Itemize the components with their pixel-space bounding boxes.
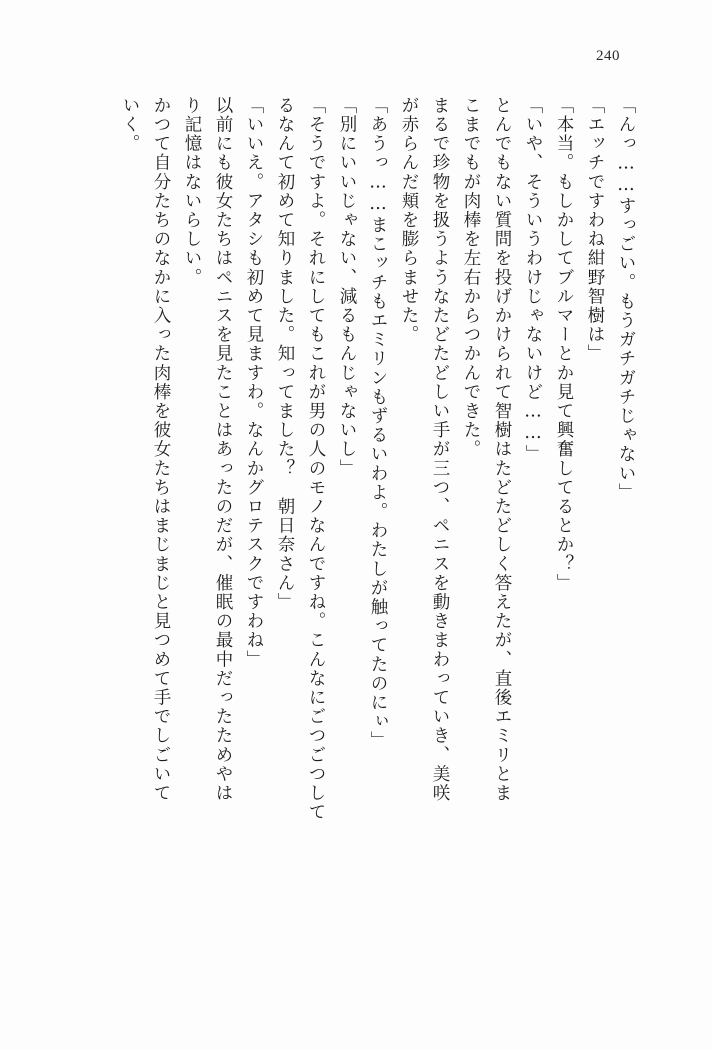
page-number: 240 — [596, 48, 620, 64]
text-line: 「エッチですわね紺野智樹は」 — [585, 96, 605, 364]
text-line: 「いや、そういうわけじゃないけど……」 — [523, 96, 543, 464]
text-line: 「あうっ……まこッチもエミリンもずるいわよ。わたしが触ってたのにぃ」 — [368, 96, 388, 751]
text-line: 「んっ……すっごい。もうガチガチじゃない」 — [616, 96, 636, 503]
text-line: まるで珍物を扱うようなたどたどしい手が三つ、ペニスを動きまわっていき、美咲 — [430, 96, 450, 803]
body-text-columns — [78, 96, 634, 980]
text-line: 「本当。もしかしてブルマーとか見て興奮してるとか？」 — [554, 96, 574, 593]
text-line: とんでもない質問を投げかけられて智樹はたどたどしく答えたが、直後エミリとま — [492, 96, 512, 803]
text-line: るなんて初めて知りました。知ってました？ 朝日奈さん」 — [275, 96, 295, 612]
text-line: かつて自分たちのなかに入った肉棒を彼女たちはまじまじと見つめて手でしごいて — [151, 96, 171, 803]
text-line: 「別にいいじゃない、減るもんじゃないし」 — [337, 96, 357, 478]
text-line: 以前にも彼女たちはペニスを見たことはあったのだが、催眠の最中だったためやは — [213, 96, 233, 803]
text-line: 「いいえ。アタシも初めて見ますわ。なんかグロテスクですわね」 — [244, 96, 264, 669]
text-line: いく。 — [120, 96, 140, 154]
text-line: り記憶はないらしい。 — [182, 96, 202, 287]
text-line: 「そうですよ。それにしてもこれが男の人のモノなんですね。こんなにごつごつして — [306, 96, 326, 822]
text-line: こまでもが肉棒を左右からつかんできた。 — [461, 96, 481, 459]
text-line: が赤らんだ頬を膨らませた。 — [399, 96, 419, 345]
